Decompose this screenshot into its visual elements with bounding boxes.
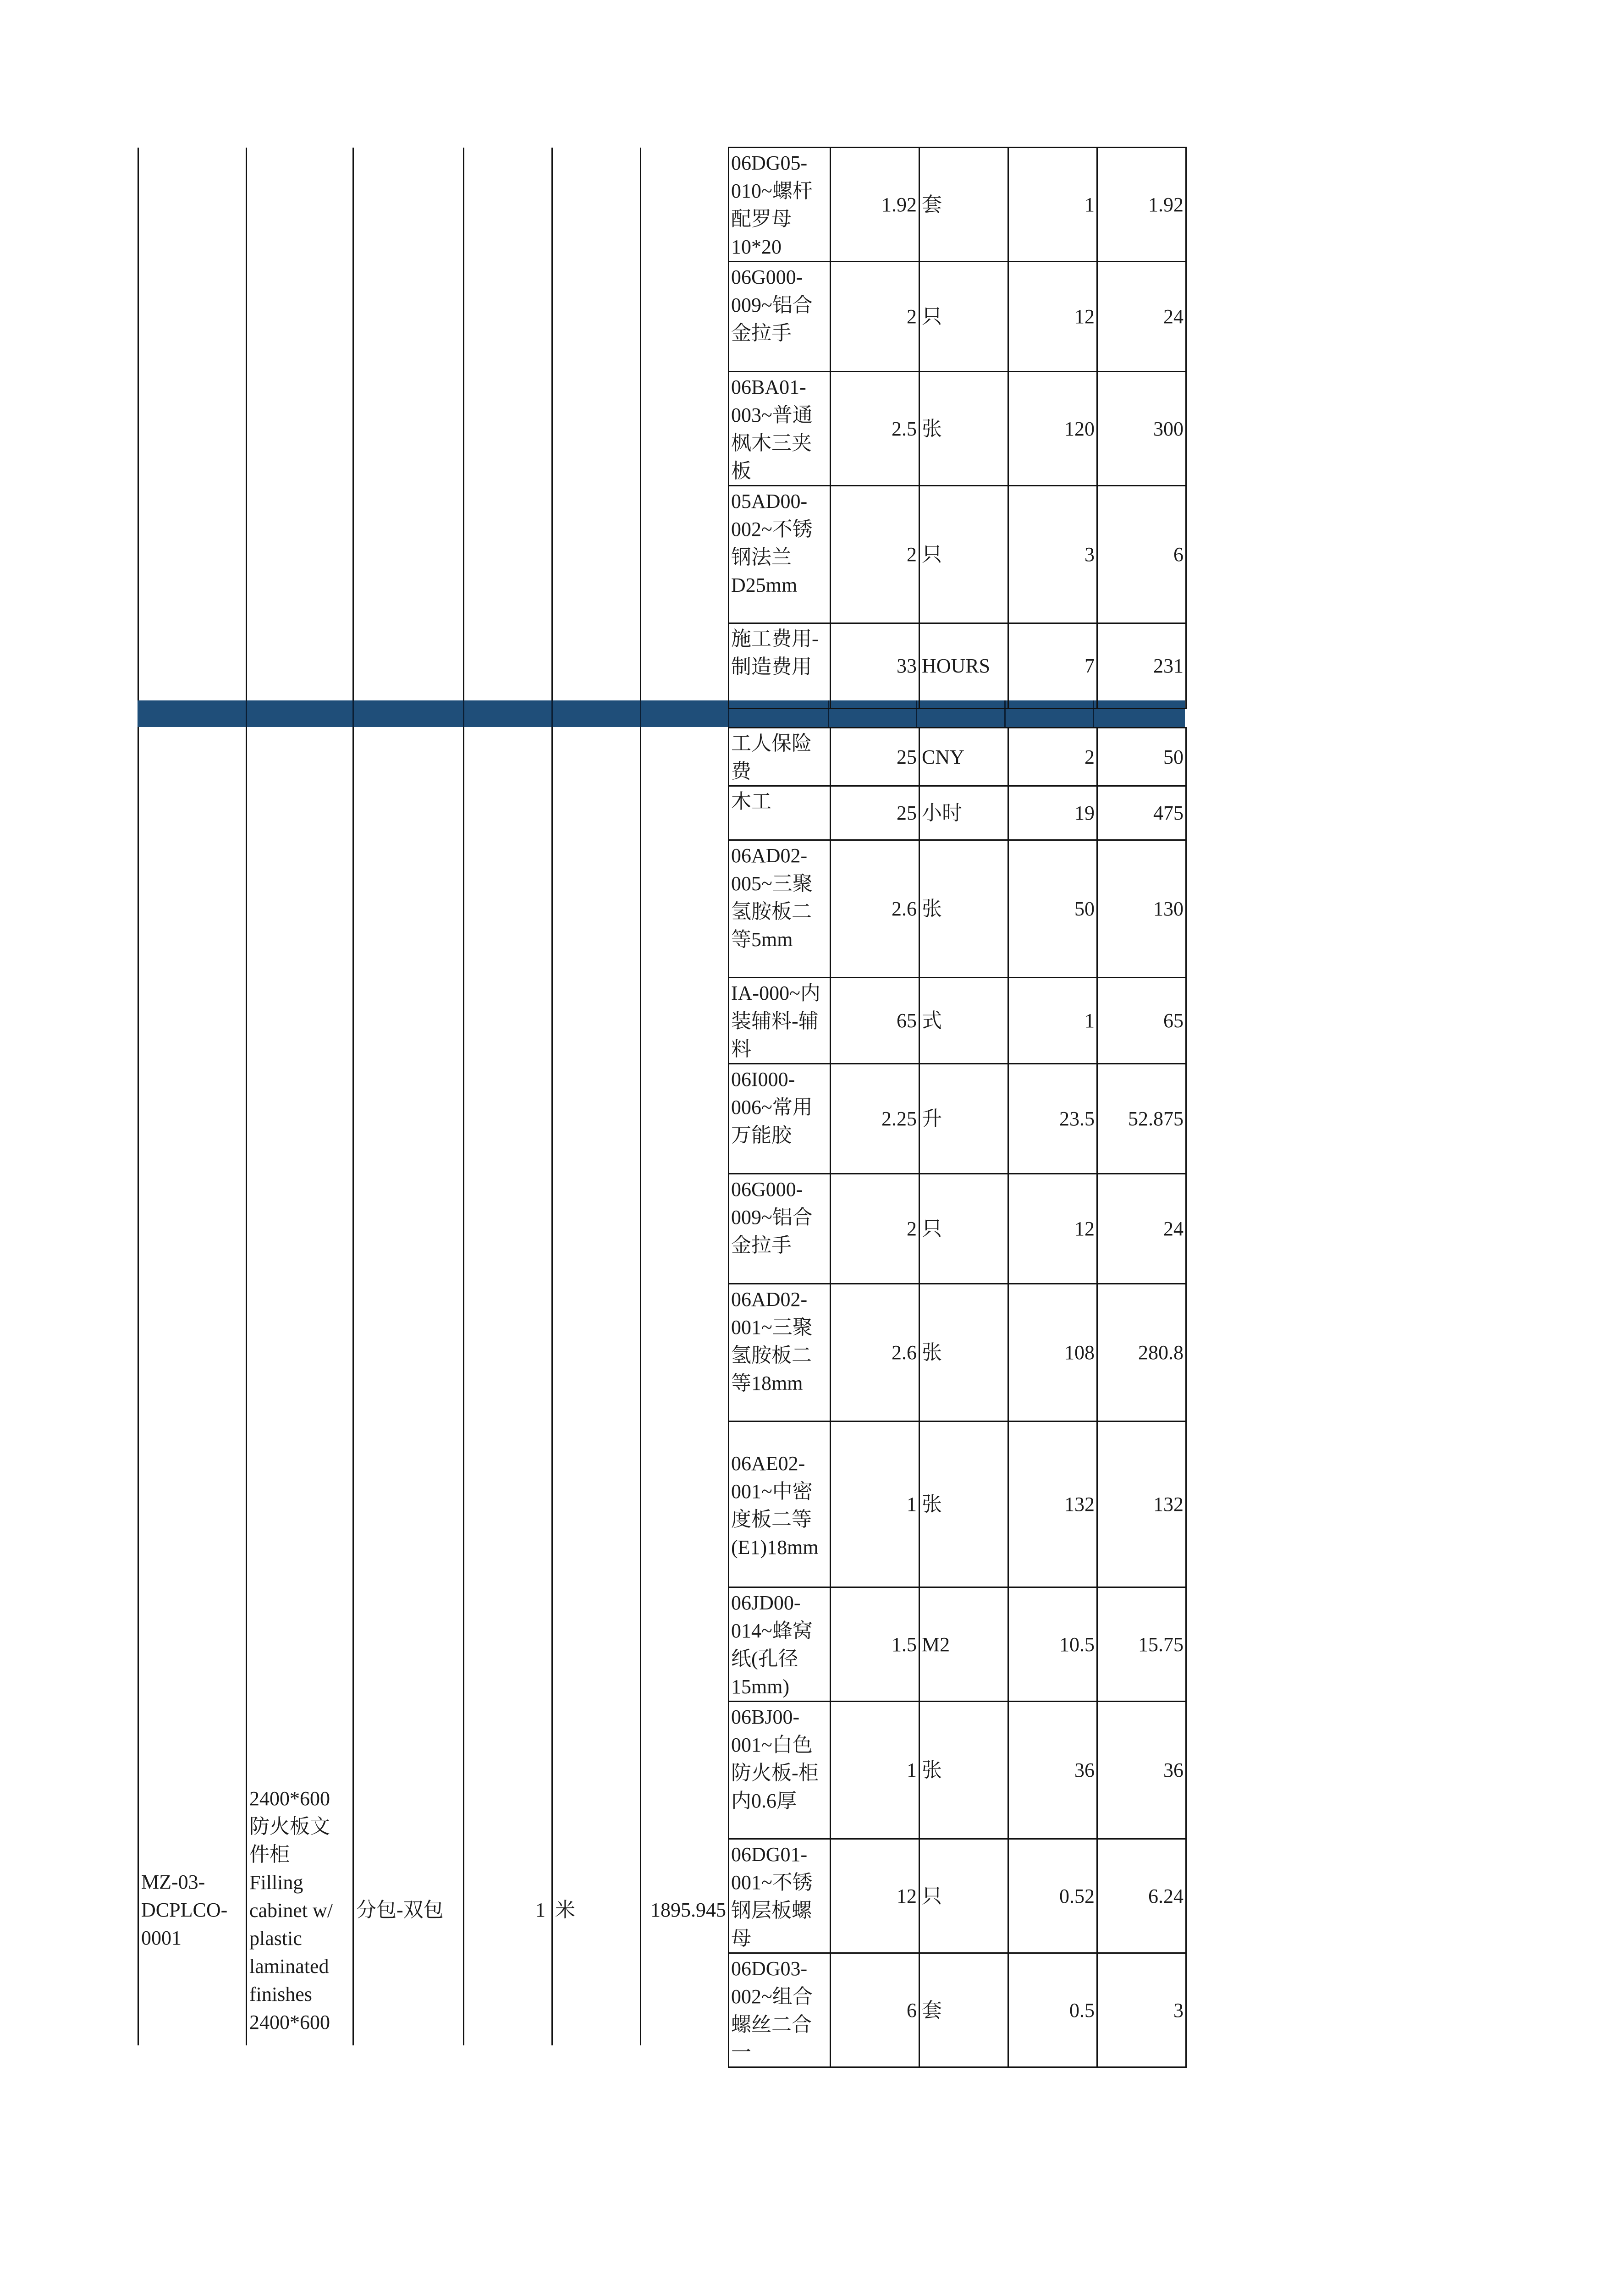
table-row <box>729 1174 1186 1284</box>
material-name: 06BJ00-001~白色防火板-柜内0.6厚 <box>729 1702 831 1839</box>
material-unit: 式 <box>919 978 1008 1064</box>
material-qty: 25 <box>831 728 919 786</box>
material-name: 06G000-009~铝合金拉手 <box>729 262 831 372</box>
material-table-group-2 <box>728 727 1187 2068</box>
table-row <box>729 1284 1186 1421</box>
separator-divider <box>463 700 464 727</box>
table-row <box>729 1839 1186 1953</box>
table-row <box>729 786 1186 840</box>
item-description: 2400*600防火板文件柜 Filling cabinet w/ plastic laminated finishes 2400*600 <box>249 1787 333 2033</box>
material-price: 36 <box>1008 1702 1097 1839</box>
material-total: 300 <box>1097 372 1186 486</box>
material-unit: 只 <box>919 1839 1008 1953</box>
material-price: 108 <box>1008 1284 1097 1421</box>
material-unit: HOURS <box>919 623 1008 709</box>
material-table-group-1 <box>728 147 1187 709</box>
table-row <box>729 486 1186 623</box>
material-total: 3 <box>1097 1953 1186 2067</box>
material-qty: 1 <box>831 1421 919 1587</box>
material-price: 19 <box>1008 786 1097 840</box>
item-quantity: 1 <box>535 1899 545 1921</box>
material-price: 120 <box>1008 372 1097 486</box>
col-line-4 <box>463 148 464 2045</box>
col-line-1 <box>138 148 139 2045</box>
material-total: 36 <box>1097 1702 1186 1839</box>
table-row <box>729 978 1186 1064</box>
material-unit: 只 <box>919 486 1008 623</box>
separator-divider <box>551 700 553 727</box>
material-name: 06DG05-010~螺杆配罗母10*20 <box>729 148 831 262</box>
material-total: 6 <box>1097 486 1186 623</box>
material-name: 06I000-006~常用万能胶 <box>729 1064 831 1174</box>
separator-divider <box>352 700 354 727</box>
material-qty: 65 <box>831 978 919 1064</box>
material-qty: 12 <box>831 1839 919 1953</box>
table-row <box>729 728 1186 786</box>
material-price: 50 <box>1008 840 1097 978</box>
col-line-6 <box>640 148 641 2045</box>
material-unit: CNY <box>919 728 1008 786</box>
material-unit: M2 <box>919 1587 1008 1702</box>
material-qty: 1.92 <box>831 148 919 262</box>
material-price: 0.52 <box>1008 1839 1097 1953</box>
material-total: 130 <box>1097 840 1186 978</box>
material-unit: 张 <box>919 1421 1008 1587</box>
material-total: 475 <box>1097 786 1186 840</box>
material-total: 1.92 <box>1097 148 1186 262</box>
material-qty: 2.6 <box>831 840 919 978</box>
material-unit: 张 <box>919 372 1008 486</box>
material-qty: 2 <box>831 486 919 623</box>
material-price: 1 <box>1008 148 1097 262</box>
material-unit: 只 <box>919 262 1008 372</box>
material-price: 7 <box>1008 623 1097 709</box>
material-price: 1 <box>1008 978 1097 1064</box>
material-qty: 2.25 <box>831 1064 919 1174</box>
material-qty: 2.6 <box>831 1284 919 1421</box>
table-row <box>729 623 1186 709</box>
table-row <box>729 148 1186 262</box>
material-unit: 张 <box>919 840 1008 978</box>
material-name: 06JD00-014~蜂窝纸(孔径15mm) <box>729 1587 831 1702</box>
material-total: 132 <box>1097 1421 1186 1587</box>
material-qty: 2.5 <box>831 372 919 486</box>
material-qty: 33 <box>831 623 919 709</box>
material-price: 10.5 <box>1008 1587 1097 1702</box>
material-qty: 2 <box>831 1174 919 1284</box>
material-total: 15.75 <box>1097 1587 1186 1702</box>
table-row <box>729 1702 1186 1839</box>
material-name: 06G000-009~铝合金拉手 <box>729 1174 831 1284</box>
item-unit-price: 1895.945 <box>650 1899 726 1921</box>
material-name: 木工 <box>729 786 831 840</box>
table-row <box>729 262 1186 372</box>
material-qty: 2 <box>831 262 919 372</box>
material-qty: 6 <box>831 1953 919 2067</box>
material-qty: 1 <box>831 1702 919 1839</box>
material-unit: 只 <box>919 1174 1008 1284</box>
material-unit: 张 <box>919 1284 1008 1421</box>
material-name: 06DG01-001~不锈钢层板螺母 <box>729 1839 831 1953</box>
material-total: 52.875 <box>1097 1064 1186 1174</box>
material-name: 06BA01-003~普通枫木三夹板 <box>729 372 831 486</box>
material-qty: 1.5 <box>831 1587 919 1702</box>
table-row <box>729 1953 1186 2067</box>
separator-divider <box>246 700 247 727</box>
material-total: 280.8 <box>1097 1284 1186 1421</box>
table-row <box>729 1064 1186 1174</box>
material-price: 132 <box>1008 1421 1097 1587</box>
material-total: 6.24 <box>1097 1839 1186 1953</box>
material-unit: 张 <box>919 1702 1008 1839</box>
material-total: 24 <box>1097 1174 1186 1284</box>
material-unit: 套 <box>919 148 1008 262</box>
col-line-3 <box>352 148 354 2045</box>
material-price: 23.5 <box>1008 1064 1097 1174</box>
material-unit: 套 <box>919 1953 1008 2067</box>
material-total: 65 <box>1097 978 1186 1064</box>
table-row <box>729 840 1186 978</box>
item-code: MZ-03-DCPLCO-0001 <box>141 1871 228 1949</box>
table-row <box>729 372 1186 486</box>
material-name: IA-000~内装辅料-辅料 <box>729 978 831 1064</box>
material-total: 24 <box>1097 262 1186 372</box>
separator-divider <box>640 700 641 727</box>
package-type: 分包-双包 <box>356 1899 444 1921</box>
col-line-2 <box>246 148 247 2045</box>
material-name: 05AD00-002~不锈钢法兰D25mm <box>729 486 831 623</box>
col-line-5 <box>551 148 553 2045</box>
material-name: 06DG03-002~组合螺丝二合一 <box>729 1953 831 2067</box>
material-qty: 25 <box>831 786 919 840</box>
material-total: 50 <box>1097 728 1186 786</box>
material-price: 12 <box>1008 1174 1097 1284</box>
material-price: 12 <box>1008 262 1097 372</box>
item-unit: 米 <box>555 1899 575 1921</box>
material-name: 06AD02-005~三聚氢胺板二等5mm <box>729 840 831 978</box>
material-name: 工人保险费 <box>729 728 831 786</box>
material-price: 0.5 <box>1008 1953 1097 2067</box>
table-row <box>729 1587 1186 1702</box>
material-unit: 升 <box>919 1064 1008 1174</box>
material-name: 06AD02-001~三聚氢胺板二等18mm <box>729 1284 831 1421</box>
material-total: 231 <box>1097 623 1186 709</box>
material-price: 2 <box>1008 728 1097 786</box>
material-name: 06AE02-001~中密度板二等(E1)18mm <box>729 1421 831 1587</box>
material-price: 3 <box>1008 486 1097 623</box>
material-name: 施工费用-制造费用 <box>729 623 831 709</box>
table-row <box>729 1421 1186 1587</box>
material-unit: 小时 <box>919 786 1008 840</box>
